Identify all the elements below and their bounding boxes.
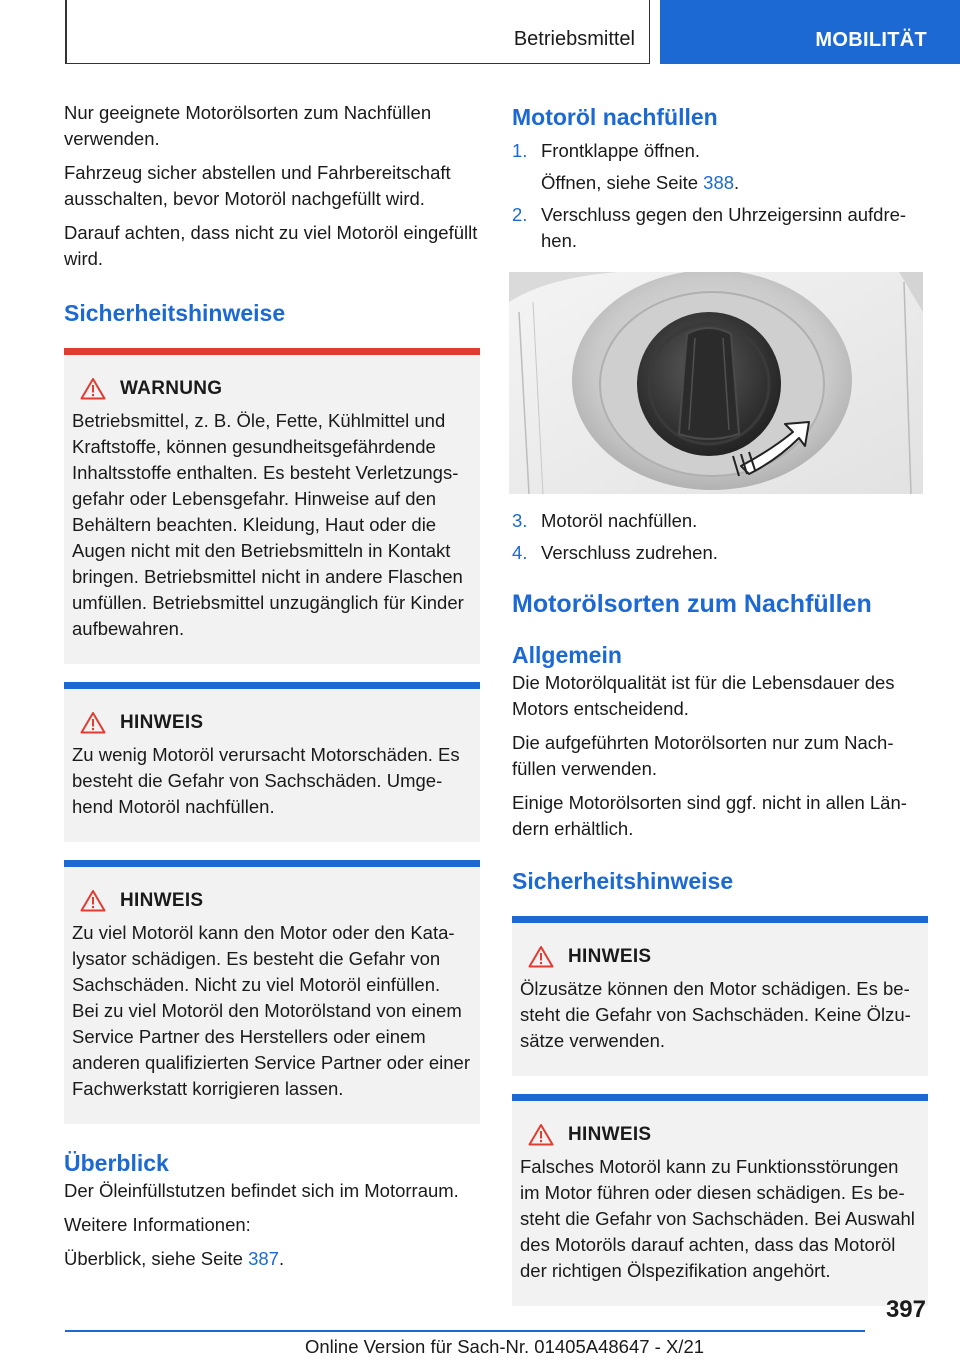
step-number: 1. <box>512 140 528 161</box>
safety-heading-right: Sicherheitshinweise <box>512 868 734 894</box>
notice-box <box>512 916 928 1076</box>
warning-text: Betriebsmittel, z. B. Öle, Fette, Kühlmittel und Kraftstoffe, können gesundheitsgefährdende Inhaltsstoffe enthalten. Es besteht Verletzungsgefahr oder Lebensgefahr. Hinweise auf den Behältern beachten. Kleidung, Haut oder die Augen nicht mit den Betriebsmitteln in Kontakt bringen. Betriebsmittel nicht in andere Flaschen umfüllen. Betriebsmittel unzugänglich für Kinder aufbewahren. <box>72 410 464 639</box>
oils-heading: Motorölsorten zum Nachfüllen <box>512 590 872 618</box>
left-column <box>64 100 480 1280</box>
warning-title: WARNUNG <box>120 377 223 399</box>
header-chapter-title: MOBILITÄT <box>815 29 927 51</box>
warning-triangle-icon <box>80 377 106 400</box>
notice-text: Falsches Motoröl kann zu Funktionsstörungen im Motor führen oder diesen schädigen. Es besteht die Gefahr von Sachschäden. Bei Auswahl des Motoröls darauf achten, dass das Motoröl der richtigen Ölspezifikation angehört. <box>520 1156 915 1281</box>
notice-text: Zu viel Motoröl kann den Motor oder den Katalysator schädigen. Es besteht die Gefahr von Sachschäden. Nicht zu viel Motoröl einfüllen. Bei zu viel Motoröl den Motorölstand von einem Service Partner des Herstellers oder einem anderen qualifizierten Service Partner oder einer Fachwerkstatt korrigieren lassen. <box>72 922 470 1099</box>
overview-paragraph: Weitere Informationen: <box>64 1214 251 1235</box>
footer-divider <box>65 1330 865 1332</box>
right-column <box>512 100 928 1306</box>
notice-box <box>512 1094 928 1306</box>
overview-heading: Überblick <box>64 1150 169 1176</box>
oil-filler-cap-image <box>509 272 923 494</box>
step-number: 4. <box>512 542 528 563</box>
step-number: 2. <box>512 204 528 225</box>
overview-paragraph: Der Öleinfüllstutzen befindet sich im Motorraum. <box>64 1180 459 1201</box>
notice-triangle-icon <box>80 711 106 734</box>
step-number: 3. <box>512 510 528 531</box>
step-text: Frontklappe öffnen. <box>541 140 701 161</box>
notice-title: HINWEIS <box>568 945 652 967</box>
notice-box <box>64 682 480 842</box>
step-text: Verschluss gegen den Uhrzeigersinn aufdrehen. <box>541 204 907 251</box>
notice-title: HINWEIS <box>120 889 204 911</box>
general-heading: Allgemein <box>512 642 622 668</box>
general-paragraph: Die Motorölqualität ist für die Lebensdauer des Motors entscheidend. <box>512 672 895 719</box>
list-item <box>512 540 928 566</box>
list-item <box>512 138 928 164</box>
notice-text: Ölzusätze können den Motor schädigen. Es besteht die Gefahr von Sachschäden. Keine Ölzusätze verwenden. <box>520 978 911 1051</box>
page-number: 397 <box>885 1296 926 1323</box>
safety-heading-left: Sicherheitshinweise <box>64 300 286 326</box>
page-link-387[interactable]: 387 <box>248 1248 279 1269</box>
notice-box <box>64 860 480 1124</box>
warning-box <box>64 348 480 664</box>
header-section-box <box>65 0 650 64</box>
notice-triangle-icon <box>528 1123 554 1146</box>
header-section-title: Betriebsmittel <box>513 28 635 50</box>
step-text: Verschluss zudrehen. <box>541 542 718 563</box>
step-text: Motoröl nachfüllen. <box>541 510 698 531</box>
step-subtext: Öffnen, siehe Seite 388. <box>541 172 740 193</box>
list-item <box>512 508 928 534</box>
notice-triangle-icon <box>80 889 106 912</box>
intro-paragraph: Nur geeignete Motorölsorten zum Nachfüllen verwenden. <box>64 102 432 149</box>
notice-text: Zu wenig Motoröl verursacht Motorschäden. Es besteht die Gefahr von Sachschäden. Umgehend Motoröl nachfüllen. <box>72 744 460 817</box>
footer-version-text: Online Version für Sach-Nr. 01405A48647 - X/21 <box>305 1336 705 1357</box>
oil-cap-illustration <box>509 272 923 494</box>
notice-title: HINWEIS <box>120 711 204 733</box>
list-item <box>512 202 928 254</box>
notice-title: HINWEIS <box>568 1123 652 1145</box>
refill-heading: Motoröl nachfüllen <box>512 104 718 130</box>
intro-paragraph: Darauf achten, dass nicht zu viel Motoröl eingefüllt wird. <box>64 222 478 269</box>
general-paragraph: Einige Motorölsorten sind ggf. nicht in allen Ländern erhältlich. <box>512 792 907 839</box>
overview-reference: Überblick, siehe Seite 387. <box>64 1248 285 1269</box>
header-chapter-box <box>660 0 960 64</box>
page-link-388[interactable]: 388 <box>703 172 735 193</box>
intro-paragraph: Fahrzeug sicher abstellen und Fahrbereitschaft ausschalten, bevor Motoröl nachgefüllt wird. <box>64 162 451 209</box>
notice-triangle-icon <box>528 945 554 968</box>
general-paragraph: Die aufgeführten Motorölsorten nur zum Nachfüllen verwenden. <box>512 732 894 779</box>
